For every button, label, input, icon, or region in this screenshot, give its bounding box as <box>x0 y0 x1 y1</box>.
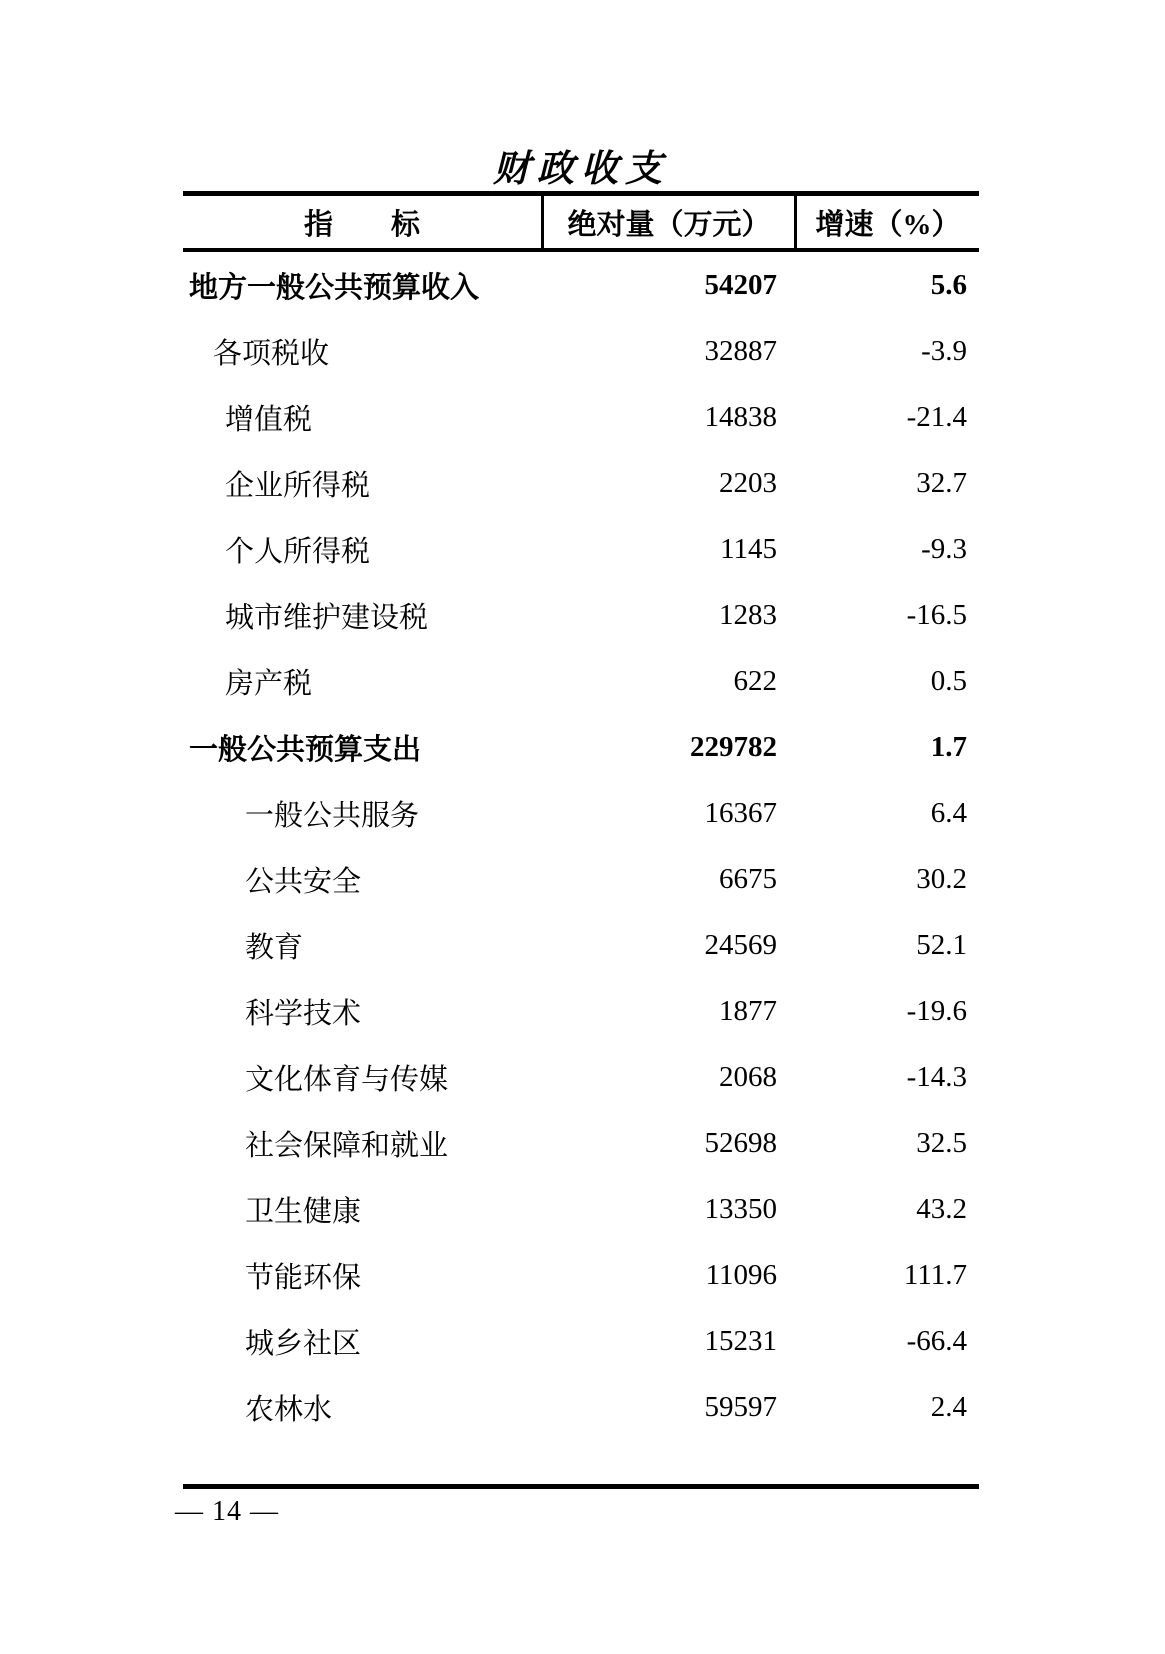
table-row <box>183 516 979 582</box>
table-row <box>183 1242 979 1308</box>
row-indicator: 城乡社区 <box>245 1327 362 1360</box>
row-growth-value: -3.9 <box>921 334 967 367</box>
table-header <box>183 196 979 252</box>
row-indicator: 增值税 <box>225 403 313 436</box>
column-header-indicator: 指 标 <box>303 208 420 241</box>
table-row <box>183 1176 979 1242</box>
row-growth-value: 32.5 <box>916 1126 967 1159</box>
row-absolute-value: 2203 <box>719 466 777 499</box>
row-indicator: 个人所得税 <box>225 535 371 568</box>
row-absolute-value: 1283 <box>719 598 777 631</box>
table-body <box>183 252 979 1484</box>
row-absolute-value: 52698 <box>704 1126 777 1159</box>
row-absolute-value: 11096 <box>705 1258 777 1291</box>
row-absolute-value: 6675 <box>719 862 777 895</box>
row-growth-value: -19.6 <box>906 994 967 1027</box>
table-row <box>183 384 979 450</box>
row-absolute-value: 32887 <box>704 334 777 367</box>
table-row <box>183 1044 979 1110</box>
row-absolute-value: 16367 <box>704 796 777 829</box>
table-row <box>183 648 979 714</box>
page-title: 财政收支 <box>493 146 669 190</box>
row-growth-value: -14.3 <box>906 1060 967 1093</box>
table-row <box>183 1308 979 1374</box>
table-row <box>183 450 979 516</box>
row-absolute-value: 229782 <box>690 730 777 763</box>
table-row <box>183 714 979 780</box>
page-number: — 14 — <box>175 1496 279 1527</box>
row-growth-value: 43.2 <box>916 1192 967 1225</box>
row-indicator: 企业所得税 <box>225 469 371 502</box>
row-growth-value: 2.4 <box>930 1390 967 1423</box>
row-indicator: 社会保障和就业 <box>245 1129 449 1162</box>
row-absolute-value: 622 <box>733 664 777 697</box>
row-growth-value: 32.7 <box>916 466 967 499</box>
row-growth-value: 6.4 <box>930 796 967 829</box>
row-absolute-value: 15231 <box>704 1324 777 1357</box>
row-growth-value: 52.1 <box>916 928 967 961</box>
row-growth-value: 1.7 <box>930 730 967 763</box>
row-indicator: 一般公共预算支出 <box>189 733 422 766</box>
row-indicator: 房产税 <box>225 667 313 700</box>
row-absolute-value: 13350 <box>704 1192 777 1225</box>
row-indicator: 科学技术 <box>245 997 362 1030</box>
row-absolute-value: 24569 <box>704 928 777 961</box>
row-growth-value: -21.4 <box>906 400 967 433</box>
table-row <box>183 846 979 912</box>
fiscal-table <box>183 191 979 1489</box>
table-row <box>183 780 979 846</box>
row-indicator: 农林水 <box>245 1393 333 1426</box>
row-growth-value: -66.4 <box>906 1324 967 1357</box>
table-row <box>183 912 979 978</box>
row-indicator: 城市维护建设税 <box>225 601 429 634</box>
row-growth-value: 0.5 <box>930 664 967 697</box>
row-indicator: 公共安全 <box>245 865 362 898</box>
row-growth-value: -16.5 <box>906 598 967 631</box>
row-absolute-value: 1145 <box>720 532 777 565</box>
table-row <box>183 978 979 1044</box>
row-indicator: 教育 <box>245 931 304 964</box>
row-indicator: 地方一般公共预算收入 <box>189 271 480 304</box>
row-growth-value: 5.6 <box>930 268 967 301</box>
row-growth-value: 111.7 <box>903 1258 967 1291</box>
row-indicator: 文化体育与传媒 <box>245 1063 449 1096</box>
table-row <box>183 252 979 318</box>
row-absolute-value: 59597 <box>704 1390 777 1423</box>
table-row <box>183 582 979 648</box>
table-row <box>183 1110 979 1176</box>
row-absolute-value: 2068 <box>719 1060 777 1093</box>
row-absolute-value: 54207 <box>704 268 777 301</box>
table-row <box>183 318 979 384</box>
row-growth-value: 30.2 <box>916 862 967 895</box>
column-header-absolute: 绝对量（万元） <box>541 196 794 248</box>
row-indicator: 节能环保 <box>245 1261 362 1294</box>
row-absolute-value: 1877 <box>719 994 777 1027</box>
row-growth-value: -9.3 <box>921 532 967 565</box>
row-absolute-value: 14838 <box>704 400 777 433</box>
row-indicator: 卫生健康 <box>245 1195 362 1228</box>
row-indicator: 一般公共服务 <box>245 799 420 832</box>
table-row <box>183 1374 979 1440</box>
column-header-growth: 增速（%） <box>794 196 979 248</box>
row-indicator: 各项税收 <box>213 337 330 370</box>
